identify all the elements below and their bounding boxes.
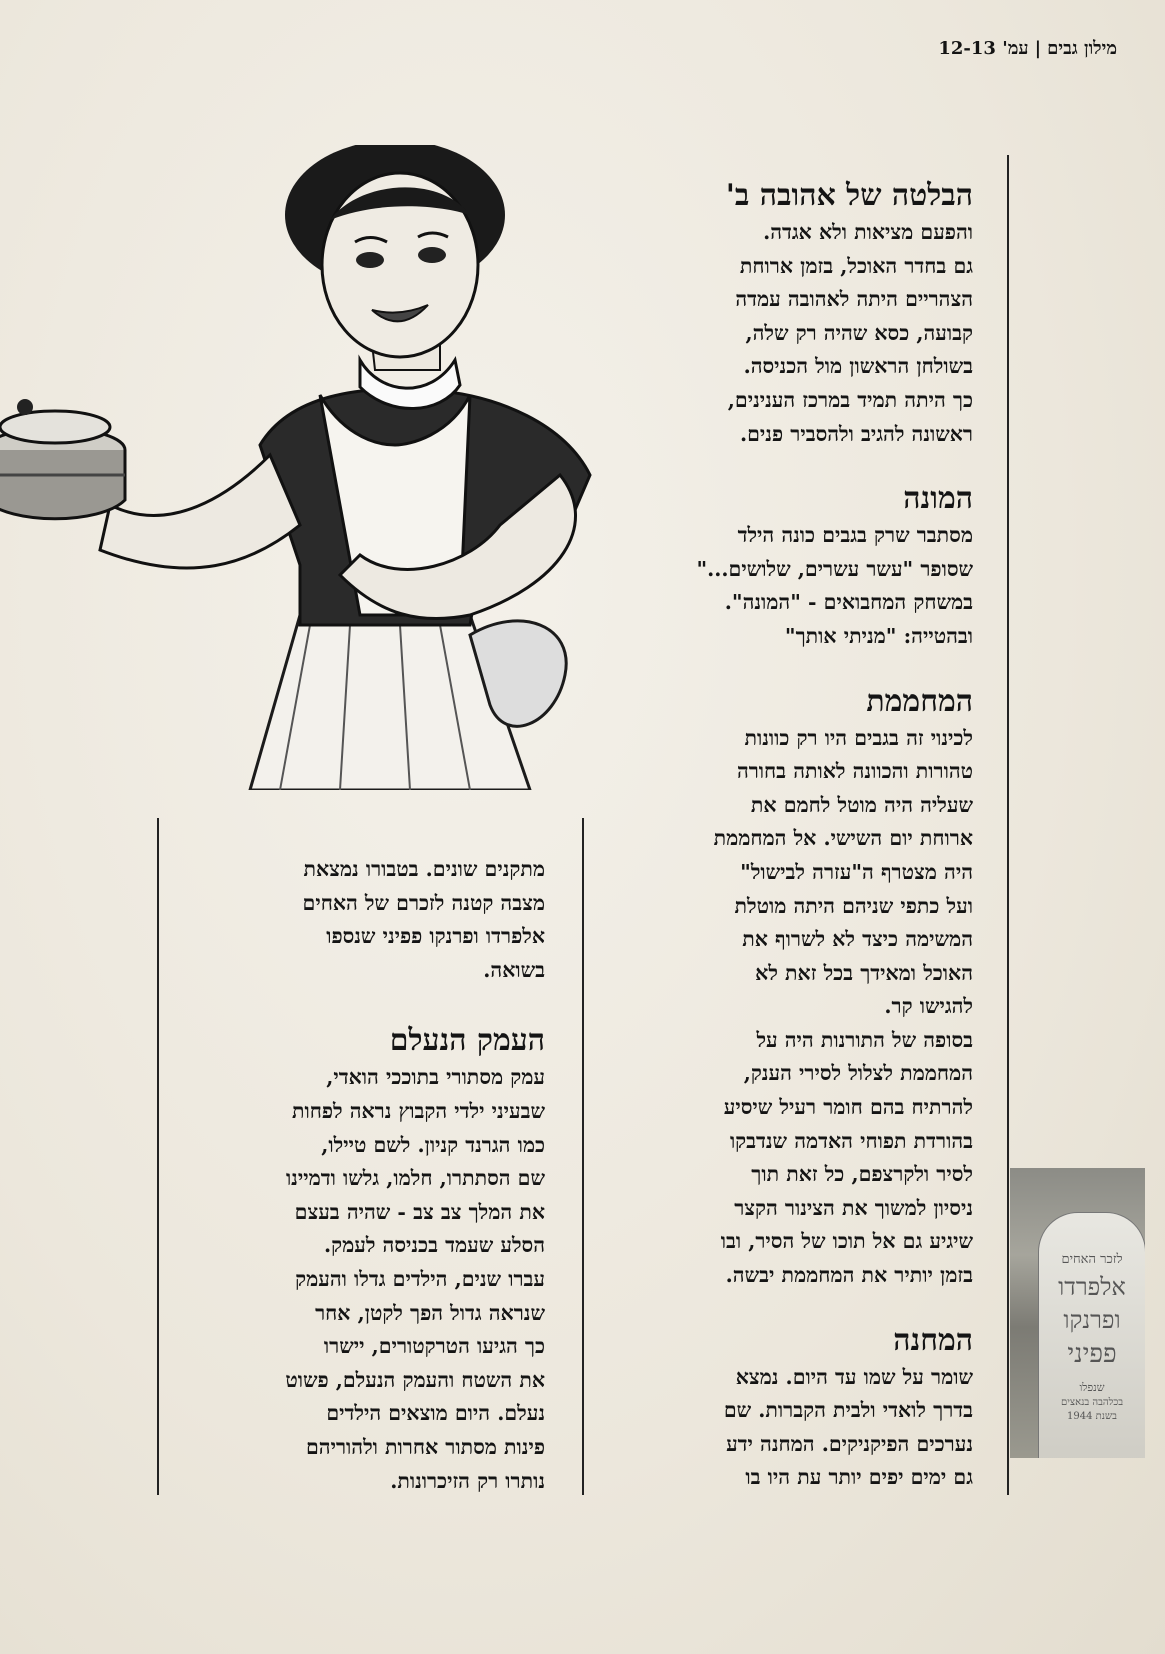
text-line: הצהריים היתה לאהובה עמדה bbox=[735, 287, 973, 312]
text-line: מתקנים שונים. בטבורו נמצאת bbox=[303, 857, 545, 881]
housewife-illustration bbox=[0, 145, 610, 790]
text-line: לסיר ולקרצפם, כל זאת תוך bbox=[751, 1162, 973, 1187]
text-line: עמק מסתורי בתוככי הואדי, bbox=[326, 1065, 545, 1090]
text-line: אלפרדו ופרנקו פפיני שנספו bbox=[326, 924, 545, 949]
text-line: מצבה קטנה לזכרם של האחים bbox=[302, 890, 545, 915]
text-line: שומר על שמו עד היום. נמצא bbox=[735, 1364, 973, 1389]
text-line: בהורדת תפוחי האדמה שנדבקו bbox=[729, 1128, 973, 1153]
text-line: שם הסתתרו, חלמו, גלשו ודמיינו bbox=[285, 1166, 545, 1191]
text-line: בשואה. bbox=[483, 957, 545, 982]
gravestone-line: ופרנקו bbox=[1063, 1306, 1121, 1334]
text-line: האוכל ומאידך בכל זאת לא bbox=[755, 960, 973, 985]
text-line: להרתיח בהם חומר רעיל שיסיע bbox=[723, 1095, 973, 1120]
text-line: מסתבר שרק בגבים כונה הילד bbox=[737, 523, 973, 548]
text-line: ובהטייה: "מניתי אותך" bbox=[784, 623, 973, 648]
section-body-balata bbox=[603, 216, 973, 451]
right-column bbox=[603, 176, 973, 1495]
text-line: המשימה כיצד לא לשרוף את bbox=[742, 927, 973, 952]
text-line: פינות מסתור אחרות ולהוריהם bbox=[306, 1434, 545, 1459]
text-line: קבועה, כסא שהיה רק שלה, bbox=[745, 320, 973, 345]
text-line: ארוחת יום השישי. אל המחממת bbox=[713, 826, 973, 851]
text-line: את המלך צב צב - שהיה בעצם bbox=[294, 1199, 545, 1224]
gravestone bbox=[1038, 1212, 1145, 1458]
text-line: לכינוי זה בגבים היו רק כוונות bbox=[744, 725, 973, 750]
text-line: והפעם מציאות ולא אגדה. bbox=[763, 220, 973, 244]
section-body-haemek bbox=[140, 1061, 545, 1498]
text-line: כך הגיעו הטרקטורים, יישרו bbox=[323, 1334, 545, 1359]
text-line: גם ימים יפים יותר עת היו בו bbox=[745, 1465, 973, 1490]
gravestone-line: פפיני bbox=[1067, 1339, 1117, 1369]
text-line: שיגיע גם אל תוכו של הסיר, ובו bbox=[720, 1229, 973, 1254]
text-line: ניסיון למשוך את הצינור הקצר bbox=[734, 1195, 973, 1220]
section-body-hamone bbox=[603, 519, 973, 653]
section-title-hamone: המונה bbox=[903, 481, 973, 517]
text-line: הסלע שעמד בכניסה לעמק. bbox=[323, 1233, 545, 1258]
page-label: עמ' 12-13 bbox=[938, 38, 1029, 59]
section-title-hamechamemet: המחממת bbox=[866, 683, 973, 719]
gravestone-line: אלפרדו bbox=[1058, 1273, 1126, 1301]
section-body-hamachane bbox=[603, 1361, 973, 1495]
text-line: בשולחן הראשון מול הכניסה. bbox=[743, 354, 973, 379]
text-line: במשחק המחבואים - "המונה". bbox=[724, 590, 973, 615]
text-line: טהורות והכוונה לאותה בחורה bbox=[736, 759, 973, 784]
text-line: את השטח והעמק הנעלם, פשוט bbox=[285, 1367, 545, 1392]
text-line: להגישו קר. bbox=[884, 994, 973, 1019]
left-column bbox=[140, 853, 545, 1498]
text-line: שנראה גדול הפך לקטן, אחר bbox=[315, 1300, 545, 1325]
text-line: כמו הגרנד קניון. לשם טיילו, bbox=[321, 1132, 545, 1157]
text-line: שבעיני ילדי הקבוץ נראה לפחות bbox=[291, 1098, 545, 1123]
text-line: בזמן יותיר את המחממת יבשה. bbox=[725, 1263, 973, 1288]
gravestone-line: בכלהבה בנאצים bbox=[1060, 1397, 1124, 1408]
text-line: נותרו רק הזיכרונות. bbox=[390, 1468, 545, 1493]
text-line: בסופה של התורנות היה על bbox=[756, 1027, 973, 1052]
text-line: ועל כתפי שניהם היתה מוטלת bbox=[734, 893, 973, 918]
book-title: מילון גבים bbox=[1047, 38, 1117, 59]
section-title-balata: הבלטה של אהובה ב' bbox=[725, 178, 973, 213]
right-column-rule bbox=[1007, 155, 1009, 1495]
text-line: ראשונה להגיב ולהסביר פנים. bbox=[740, 421, 973, 446]
text-line: נערכים הפיקניקים. המחנה ידע bbox=[726, 1431, 973, 1456]
text-line: גם בחדר האוכל, בזמן ארוחת bbox=[739, 253, 973, 278]
running-header bbox=[938, 38, 1117, 59]
gravestone-line: שנפלו bbox=[1079, 1381, 1105, 1394]
text-line: כך היתה תמיד במרכז הענינים, bbox=[727, 387, 973, 412]
text-line: שסופר "עשר עשרים, שלושים..." bbox=[696, 556, 973, 581]
middle-column-rule bbox=[582, 818, 584, 1495]
text-line: נעלם. היום מוצאים הילדים bbox=[326, 1401, 545, 1426]
text-line: היה מצטרף ה"עזרה לבישול" bbox=[740, 859, 973, 884]
continued-text bbox=[140, 853, 545, 987]
text-line: שעליה היה מוטל לחמם את bbox=[750, 792, 973, 817]
text-line: המחממת לצלול לסירי הענק, bbox=[743, 1061, 973, 1086]
header-separator: | bbox=[1034, 38, 1042, 59]
section-body-hamechamemet bbox=[603, 722, 973, 1293]
gravestone-line: בשנת 1944 bbox=[1067, 1411, 1117, 1422]
text-line: בדרך לואדי ולבית הקברות. שם bbox=[723, 1398, 973, 1423]
section-title-haemek: העמק הנעלם bbox=[389, 1023, 545, 1059]
section-title-hamachane: המחנה bbox=[893, 1322, 973, 1358]
gravestone-photo bbox=[1010, 1168, 1145, 1458]
text-line: עברו שנים, הילדים גדלו והעמק bbox=[295, 1266, 545, 1291]
gravestone-line: לזכר האחים bbox=[1061, 1252, 1123, 1267]
